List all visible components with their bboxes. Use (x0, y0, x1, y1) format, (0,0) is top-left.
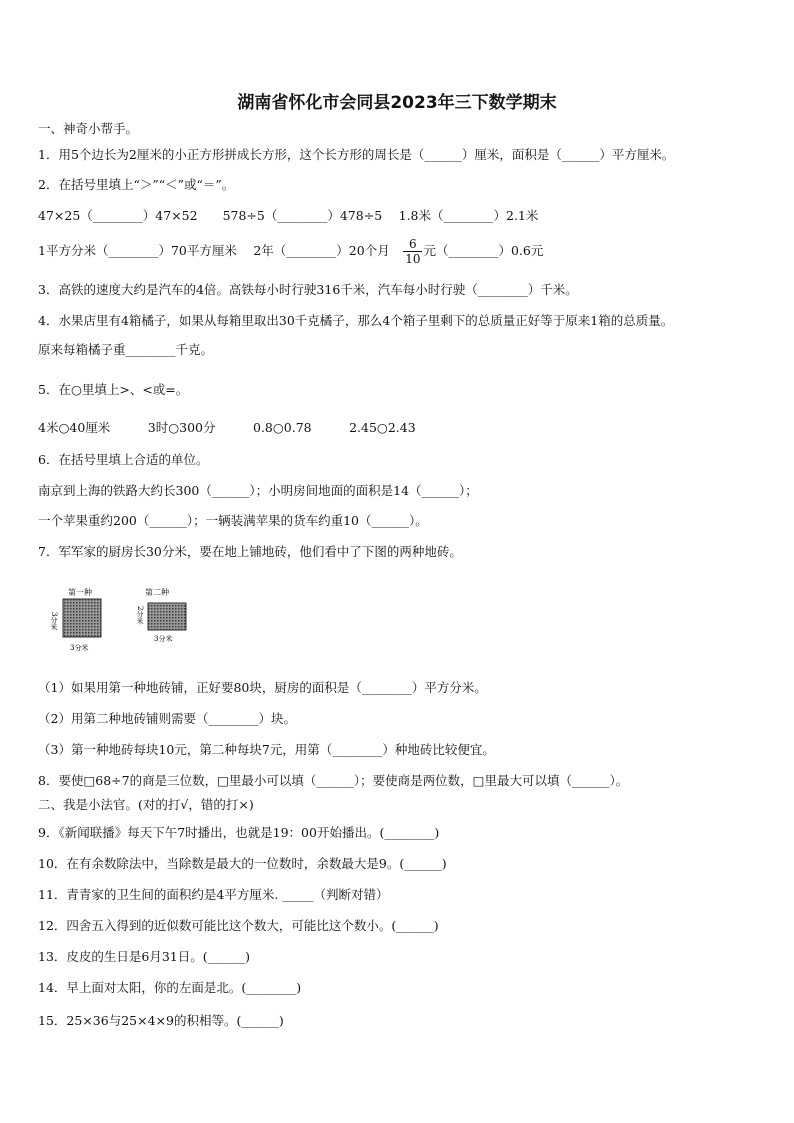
question-2-row-1: 47×25（________）47×52 578÷5（________）478÷5 1.8米（________）2.1米 (38, 208, 539, 223)
question-11: 11．青青家的卫生间的面积约是4平方厘米. _____（判断对错） (38, 887, 389, 902)
section-1-heading: 一、神奇小帮手。 (38, 121, 139, 136)
question-3: 3．高铁的速度大约是汽车的4倍。高铁每小时行驶316千米，汽车每小时行驶（________）千米。 (38, 282, 578, 297)
question-5-items: 4米○40厘米 3时○300分 0.8○0.78 2.45○2.43 (38, 420, 416, 435)
section-2-heading: 二、我是小法官。(对的打√，错的打×) (38, 797, 254, 812)
tile-2-bottom-label: 3分米 (154, 635, 173, 643)
question-7-part-1: （1）如果用第一种地砖铺，正好要80块，厨房的面积是（________）平方分米。 (38, 680, 487, 695)
question-13: 13．皮皮的生日是6月31日。(______) (38, 949, 251, 964)
question-1: 1．用5个边长为2厘米的小正方形拼成长方形，这个长方形的周长是（______）厘米，面积是（______）平方厘米。 (38, 147, 675, 162)
question-2-row-2-end: 元（________）0.6元 (423, 243, 544, 258)
floor-tiles-figure (40, 584, 210, 656)
question-8: 8．要使□68÷7的商是三位数，□里最小可以填（______）；要使商是两位数，□里最大可以填（______）。 (38, 773, 629, 788)
question-12: 12．四舍五入得到的近似数可能比这个数大，可能比这个数小。(______) (38, 918, 439, 933)
question-7-part-3: （3）第一种地砖每块10元，第二种每块7元，用第（________）种地砖比较便宜。 (38, 742, 495, 757)
tile-type-2 (136, 587, 186, 643)
question-15: 15．25×36与25×4×9的积相等。(______) (38, 1013, 284, 1028)
question-2-row-2 (38, 236, 543, 266)
fraction (403, 237, 422, 266)
question-14: 14．早上面对太阳，你的左面是北。(________) (38, 980, 302, 995)
page-title: 湖南省怀化市会同县2023年三下数学期末 (237, 93, 557, 113)
question-4-answer-line: 原来每箱橘子重________千克。 (38, 342, 214, 357)
question-4: 4．水果店里有4箱橘子，如果从每箱里取出30千克橘子，那么4个箱子里剩下的总质量正好等于原来1箱的总质量。 (38, 313, 674, 328)
tile-type-1 (50, 587, 101, 652)
tile-1-bottom-label: 3分米 (70, 644, 89, 652)
question-10: 10．在有余数除法中，当除数是最大的一位数时，余数最大是9。(______) (38, 856, 447, 871)
question-5: 5．在○里填上>、<或=。 (38, 382, 189, 397)
question-2-row-2-start: 1平方分米（________）70平方厘米 2年（________）20个月 (38, 243, 403, 258)
tile-2-side-label: 2分米 (136, 606, 144, 625)
question-9: 9．《新闻联播》每天下午7时播出，也就是19：00开始播出。(________) (38, 825, 440, 840)
tile-1-side-label: 3分米 (50, 612, 58, 631)
tile-1-title: 第一种 (68, 588, 92, 597)
question-6: 6．在括号里填上合适的单位。 (38, 452, 209, 467)
question-2: 2．在括号里填上“＞”“＜”或“＝”。 (38, 177, 235, 192)
tile-1-square (63, 599, 101, 637)
fraction-denominator: 10 (405, 252, 421, 266)
question-7-part-2: （2）用第二种地砖铺则需要（________）块。 (38, 711, 296, 726)
question-7: 7．军军家的厨房长30分米，要在地上铺地砖，他们看中了下图的两种地砖。 (38, 544, 462, 559)
fraction-numerator: 6 (403, 237, 422, 252)
tile-2-title: 第二种 (145, 588, 169, 597)
question-6-row-1: 南京到上海的铁路大约长300（______）；小明房间地面的面积是14（______）； (38, 483, 478, 498)
question-6-row-2: 一个苹果重约200（______）；一辆装满苹果的货车约重10（______）。 (38, 513, 428, 528)
tile-2-rectangle (148, 603, 186, 630)
